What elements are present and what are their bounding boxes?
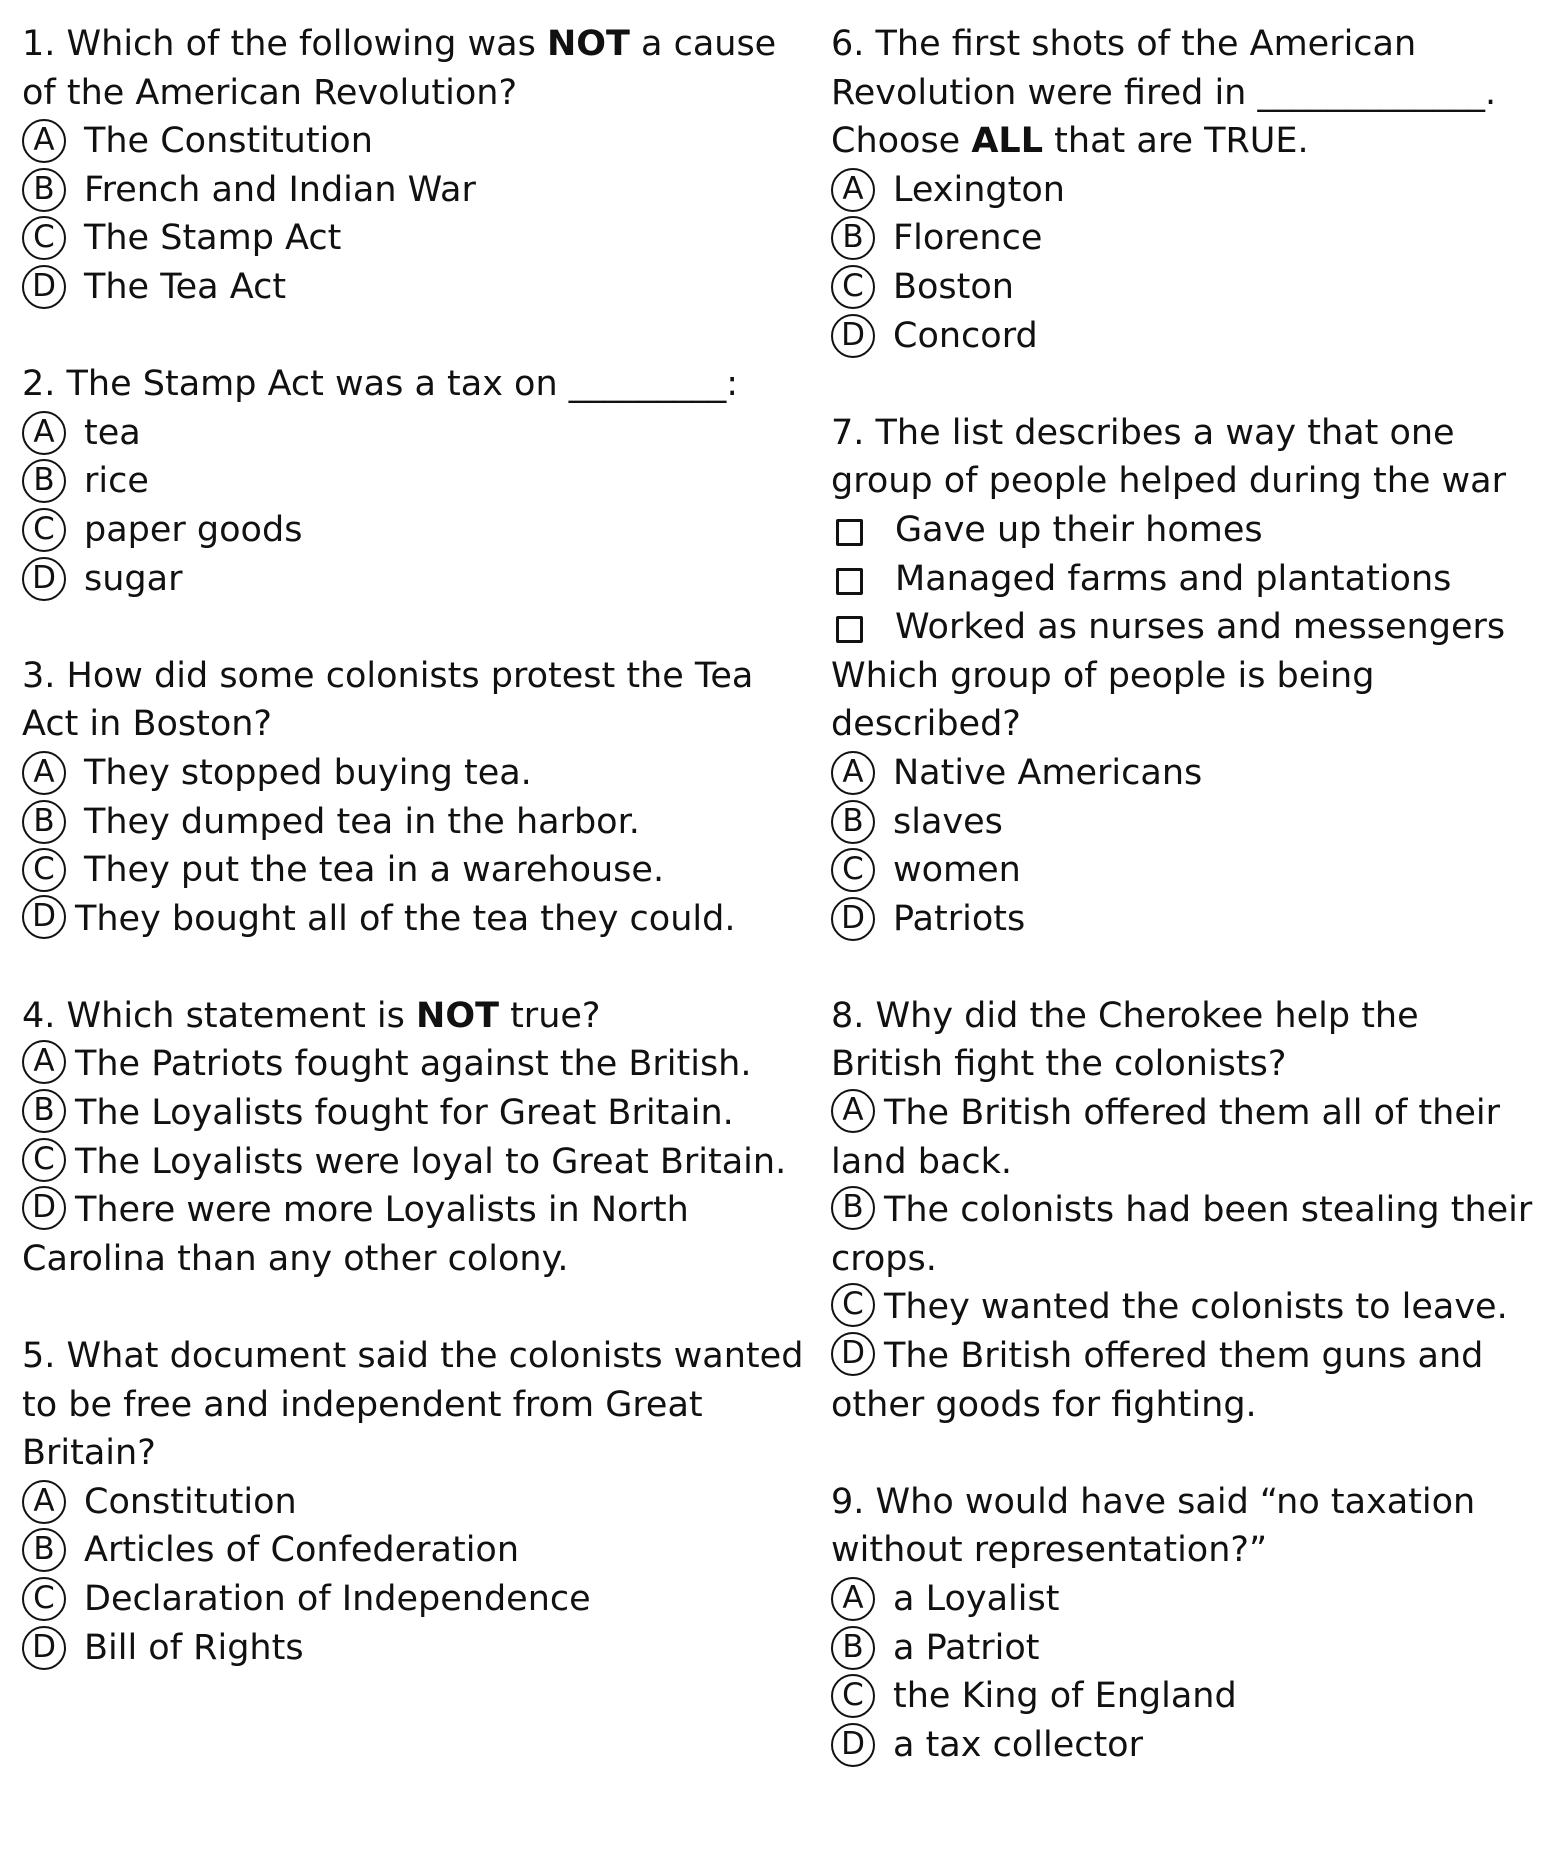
question-number: 6. [831,24,865,64]
answer-bubble-c[interactable]: C [22,508,66,552]
option-text: The Stamp Act [84,218,342,259]
option-a[interactable] [22,409,812,458]
option-text: Boston [893,266,1014,307]
option-b[interactable] [831,1186,1541,1283]
option-text: slaves [893,801,1003,842]
option-text: They bought all of the tea they could. [75,898,736,939]
question-7 [831,409,1541,944]
option-a[interactable] [831,1575,1541,1624]
option-text: They wanted the colonists to leave. [884,1287,1508,1328]
option-d[interactable] [22,263,812,312]
answer-bubble-b[interactable]: B [831,216,875,260]
answer-bubble-a[interactable]: A [22,1480,66,1524]
answer-bubble-a[interactable]: A [22,411,66,455]
question-number: 3. [22,655,56,696]
prompt-text: What document said the colonists wanted to be free and independent from Great Britain? [22,1336,804,1474]
list-item-text: Gave up their homes [895,509,1263,550]
answer-bubble-b[interactable]: B [831,800,875,844]
answer-bubble-c[interactable]: C [22,1577,66,1621]
option-a[interactable] [22,1478,812,1527]
option-text: French and Indian War [84,169,476,210]
prompt-text: Who would have said “no taxation without representation?” [831,1481,1476,1571]
prompt-text: Why did the Cherokee help the British fight the colonists? [831,995,1419,1085]
option-d[interactable] [22,1624,812,1673]
option-c[interactable] [831,1283,1541,1332]
question-3 [22,652,812,944]
option-text: The Constitution [84,121,373,162]
answer-bubble-d[interactable]: D [831,897,875,941]
question-1 [22,20,812,312]
option-d[interactable] [831,1332,1541,1429]
question-number: 5. [22,1336,56,1377]
question-9 [831,1478,1541,1770]
question-follow-up: Which group of people is being described? [831,655,1375,745]
question-prompt [22,1332,812,1478]
answer-bubble-d[interactable]: D [22,265,66,309]
answer-bubble-c[interactable]: C [22,216,66,260]
list-item [831,506,1541,555]
answer-bubble-b[interactable]: B [831,1186,875,1230]
answer-bubble-b[interactable]: B [22,800,66,844]
instruction-text-after: that are TRUE. [1043,121,1309,162]
prompt-text-after: a cause of the American Revolution? [22,24,777,113]
question-number: 9. [831,1481,865,1522]
option-text: tea [84,412,141,453]
option-b[interactable] [831,1624,1541,1673]
answer-bubble-d[interactable]: D [831,1723,875,1767]
question-instruction [831,117,1541,166]
question-prompt [831,20,1541,117]
prompt-text: How did some colonists protest the Tea Act in Boston? [22,655,754,745]
prompt-emphasis: NOT [546,24,630,64]
question-prompt [831,1478,1541,1575]
prompt-text: The list describes a way that one group of people helped during the war [831,412,1506,502]
option-c[interactable] [831,846,1541,895]
option-b[interactable] [22,457,812,506]
option-text: rice [84,461,149,502]
option-text: The Tea Act [84,266,287,307]
answer-bubble-b[interactable]: B [22,1089,66,1133]
checkbox-icon[interactable] [836,519,863,546]
question-6 [831,20,1541,360]
prompt-text: Which of the following was [66,24,547,64]
list-item [831,603,1541,652]
option-c[interactable] [22,214,812,263]
option-text: They put the tea in a warehouse. [84,850,665,891]
answer-bubble-a[interactable]: A [22,119,66,163]
option-text: The Loyalists fought for Great Britain. [75,1093,734,1134]
option-b[interactable] [22,1526,812,1575]
checkbox-icon[interactable] [836,568,863,595]
answer-bubble-a[interactable]: A [831,168,875,212]
question-prompt [831,992,1541,1089]
question-4 [22,992,812,1284]
answer-bubble-d[interactable]: D [22,1626,66,1670]
answer-bubble-b[interactable]: B [22,1528,66,1572]
option-text: Lexington [893,169,1065,210]
question-number: 4. [22,995,56,1036]
option-a[interactable] [831,749,1541,798]
answer-bubble-b[interactable]: B [831,1626,875,1670]
answer-bubble-c[interactable]: C [831,265,875,309]
option-a[interactable] [831,166,1541,215]
prompt-text-after: true? [498,995,601,1036]
option-text: a tax collector [893,1724,1143,1765]
answer-bubble-d[interactable]: D [831,314,875,358]
prompt-emphasis: NOT [416,995,499,1036]
option-c[interactable] [22,506,812,555]
option-b[interactable] [22,1089,812,1138]
option-b[interactable] [22,166,812,215]
answer-bubble-a[interactable]: A [831,1089,875,1133]
option-text: Florence [893,218,1043,259]
option-a[interactable] [22,117,812,166]
answer-bubble-d[interactable]: D [22,557,66,601]
list-item-text: Worked as nurses and messengers [895,607,1506,648]
option-c[interactable] [831,263,1541,312]
option-text: Native Americans [893,752,1203,793]
option-text: There were more Loyalists in North Carolina than any other colony. [22,1190,689,1279]
option-a[interactable] [831,1089,1541,1186]
answer-bubble-d[interactable]: D [831,1332,875,1376]
option-text: women [893,850,1021,891]
option-b[interactable] [831,214,1541,263]
answer-bubble-c[interactable]: C [22,848,66,892]
option-text: Bill of Rights [84,1627,304,1668]
instruction-emphasis: ALL [971,121,1044,162]
question-number: 2. [22,364,56,405]
option-c[interactable] [831,1672,1541,1721]
option-d[interactable] [22,555,812,604]
option-text: sugar [84,558,183,599]
answer-bubble-a[interactable]: A [22,751,66,795]
option-text: Concord [893,315,1038,356]
option-text: They dumped tea in the harbor. [84,801,640,842]
question-prompt [22,360,812,409]
option-text: Declaration of Independence [84,1579,591,1619]
option-c[interactable] [22,1138,812,1187]
question-prompt [831,409,1541,506]
checkbox-icon[interactable] [836,616,863,643]
question-prompt [22,20,812,117]
list-item [831,555,1541,604]
option-text: The Loyalists were loyal to Great Britain. [75,1141,787,1182]
answer-bubble-a[interactable]: A [22,1040,66,1084]
option-text: the King of England [893,1676,1237,1717]
list-item-text: Managed farms and plantations [895,558,1452,599]
option-text: Patriots [893,898,1026,939]
left-column [22,20,812,1721]
option-text: Articles of Confederation [84,1530,520,1571]
option-a[interactable] [22,1040,812,1089]
option-d[interactable] [831,895,1541,944]
right-column [831,20,1541,1818]
option-d[interactable] [22,895,812,944]
option-a[interactable] [22,749,812,798]
option-text: paper goods [84,509,303,550]
instruction-text: Choose [831,121,972,162]
answer-bubble-c[interactable]: C [22,1138,66,1182]
option-d[interactable] [22,1186,812,1283]
option-text: The British offered them guns and other goods for fighting. [831,1336,1484,1425]
question-number: 1. [22,24,56,64]
question-5 [22,1332,812,1672]
option-text: The Patriots fought against the British. [75,1044,752,1085]
answer-bubble-c[interactable]: C [831,1674,875,1718]
option-c[interactable] [22,846,812,895]
answer-bubble-a[interactable]: A [831,1577,875,1621]
answer-bubble-c[interactable]: C [831,1283,875,1327]
option-text: They stopped buying tea. [84,752,532,793]
answer-bubble-b[interactable]: B [22,168,66,212]
question-prompt [22,992,812,1041]
option-text: The British offered them all of their land back. [831,1093,1500,1182]
prompt-text: Which statement is [66,995,417,1036]
answer-bubble-a[interactable]: A [831,751,875,795]
question-2 [22,360,812,603]
answer-bubble-c[interactable]: C [831,848,875,892]
answer-bubble-d[interactable]: D [22,895,66,939]
question-prompt [22,652,812,749]
question-8 [831,992,1541,1429]
option-text: a Loyalist [893,1579,1060,1619]
prompt-text: The Stamp Act was a tax on _________: [66,364,739,405]
question-number: 8. [831,995,865,1036]
option-text: Constitution [84,1481,297,1522]
option-c[interactable] [22,1575,812,1624]
option-b[interactable] [831,798,1541,847]
option-d[interactable] [831,312,1541,361]
option-text: The colonists had been stealing their crops. [831,1190,1533,1279]
option-b[interactable] [22,798,812,847]
option-d[interactable] [831,1721,1541,1770]
question-number: 7. [831,412,865,453]
answer-bubble-b[interactable]: B [22,459,66,503]
prompt-text: The first shots of the American Revolution were fired in _____________. [831,24,1497,113]
answer-bubble-d[interactable]: D [22,1186,66,1230]
option-text: a Patriot [893,1627,1040,1668]
